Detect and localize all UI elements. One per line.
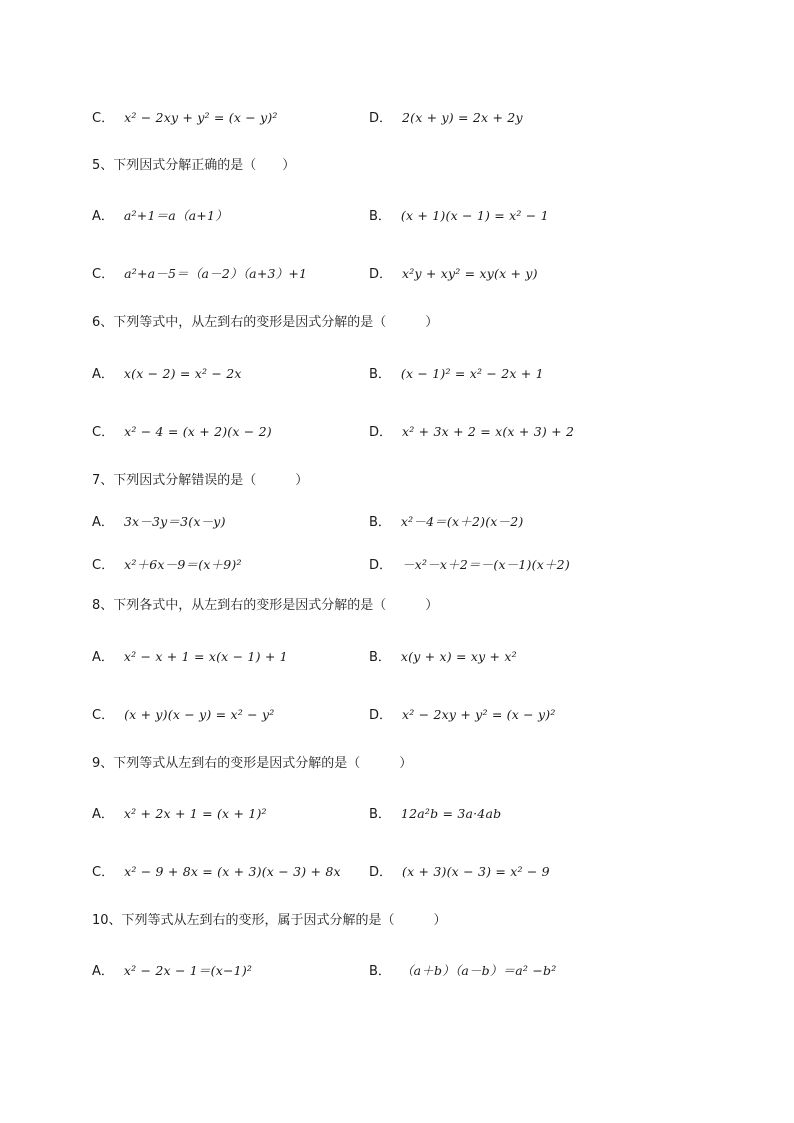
option-label: B． <box>369 515 391 530</box>
question-5-stem: 5、下列因式分解正确的是（ ） <box>92 158 296 173</box>
option-formula: －x²－x＋2＝－(x－1)(x＋2) <box>402 557 570 572</box>
option-b <box>369 204 709 228</box>
question-9-stem: 9、下列等式从左到右的变形是因式分解的是（ ） <box>92 756 413 771</box>
option-formula: (x − 1)² = x² − 2x + 1 <box>400 366 544 381</box>
option-formula: 2(x + y) = 2x + 2y <box>402 110 523 125</box>
option-c <box>92 262 362 286</box>
option-label: C． <box>92 558 115 573</box>
option-formula: 12a²b = 3a·4ab <box>400 806 502 821</box>
option-label: D． <box>369 558 393 573</box>
option-label: A． <box>92 650 114 665</box>
option-label: D． <box>369 111 393 126</box>
option-c <box>92 106 362 130</box>
option-formula: x² + 3x + 2 = x(x + 3) + 2 <box>402 424 575 439</box>
option-b <box>369 802 709 826</box>
option-formula: x² − 2x − 1＝(x−1)² <box>123 963 253 978</box>
option-formula: a²+a－5＝（a－2）（a+3）+1 <box>124 266 308 281</box>
option-a <box>92 510 362 534</box>
option-label: B． <box>369 367 391 382</box>
option-label: C． <box>92 111 115 126</box>
option-label: B． <box>369 807 391 822</box>
option-formula: （a＋b）（a－b）＝a² −b² <box>400 963 557 978</box>
option-label: D． <box>369 267 393 282</box>
option-label: C． <box>92 708 115 723</box>
option-c <box>92 420 362 444</box>
option-label: B． <box>369 650 391 665</box>
option-formula: x² + 2x + 1 = (x + 1)² <box>123 806 267 821</box>
option-formula: x² − 2xy + y² = (x − y)² <box>124 110 278 125</box>
option-a <box>92 802 362 826</box>
option-label: A． <box>92 964 114 979</box>
option-label: A． <box>92 515 114 530</box>
option-label: D． <box>369 425 393 440</box>
option-formula: x(x − 2) = x² − 2x <box>123 366 242 381</box>
option-label: C． <box>92 267 115 282</box>
option-formula: x² − 4 = (x + 2)(x − 2) <box>124 424 272 439</box>
option-label: D． <box>369 865 393 880</box>
option-formula: 3x－3y＝3(x－y) <box>123 514 226 529</box>
option-d <box>369 420 709 444</box>
option-label: B． <box>369 209 391 224</box>
option-label: D． <box>369 708 393 723</box>
option-formula: x²＋6x－9＝(x＋9)² <box>124 557 242 572</box>
option-b <box>369 959 709 983</box>
option-formula: a²+1＝a（a+1） <box>123 208 228 223</box>
option-label: C． <box>92 425 115 440</box>
option-formula: (x + y)(x − y) = x² − y² <box>124 707 275 722</box>
option-label: B． <box>369 964 391 979</box>
option-d <box>369 553 709 577</box>
option-label: C． <box>92 865 115 880</box>
option-formula: x(y + x) = xy + x² <box>400 649 517 664</box>
option-b <box>369 362 709 386</box>
question-6-stem: 6、下列等式中，从左到右的变形是因式分解的是（ ） <box>92 315 439 330</box>
option-formula: x² − 2xy + y² = (x − y)² <box>402 707 556 722</box>
option-b <box>369 510 709 534</box>
option-label: A． <box>92 209 114 224</box>
option-label: A． <box>92 367 114 382</box>
option-b <box>369 645 709 669</box>
option-d <box>369 860 709 884</box>
option-a <box>92 645 362 669</box>
option-c <box>92 860 362 884</box>
option-a <box>92 959 362 983</box>
option-d <box>369 262 709 286</box>
option-formula: x² − 9 + 8x = (x + 3)(x − 3) + 8x <box>124 864 341 879</box>
option-d <box>369 703 709 727</box>
question-7-stem: 7、下列因式分解错误的是（ ） <box>92 473 309 488</box>
option-d <box>369 106 709 130</box>
question-8-stem: 8、下列各式中，从左到右的变形是因式分解的是（ ） <box>92 598 439 613</box>
option-a <box>92 362 362 386</box>
option-formula: x² − x + 1 = x(x − 1) + 1 <box>123 649 288 664</box>
option-c <box>92 553 362 577</box>
option-formula: x²y + xy² = xy(x + y) <box>402 266 538 281</box>
option-formula: x²－4＝(x＋2)(x－2) <box>400 514 524 529</box>
option-formula: (x + 1)(x − 1) = x² − 1 <box>400 208 549 223</box>
option-label: A． <box>92 807 114 822</box>
question-10-stem: 10、下列等式从左到右的变形，属于因式分解的是（ ） <box>92 913 447 928</box>
option-formula: (x + 3)(x − 3) = x² − 9 <box>402 864 550 879</box>
option-a <box>92 204 362 228</box>
option-c <box>92 703 362 727</box>
